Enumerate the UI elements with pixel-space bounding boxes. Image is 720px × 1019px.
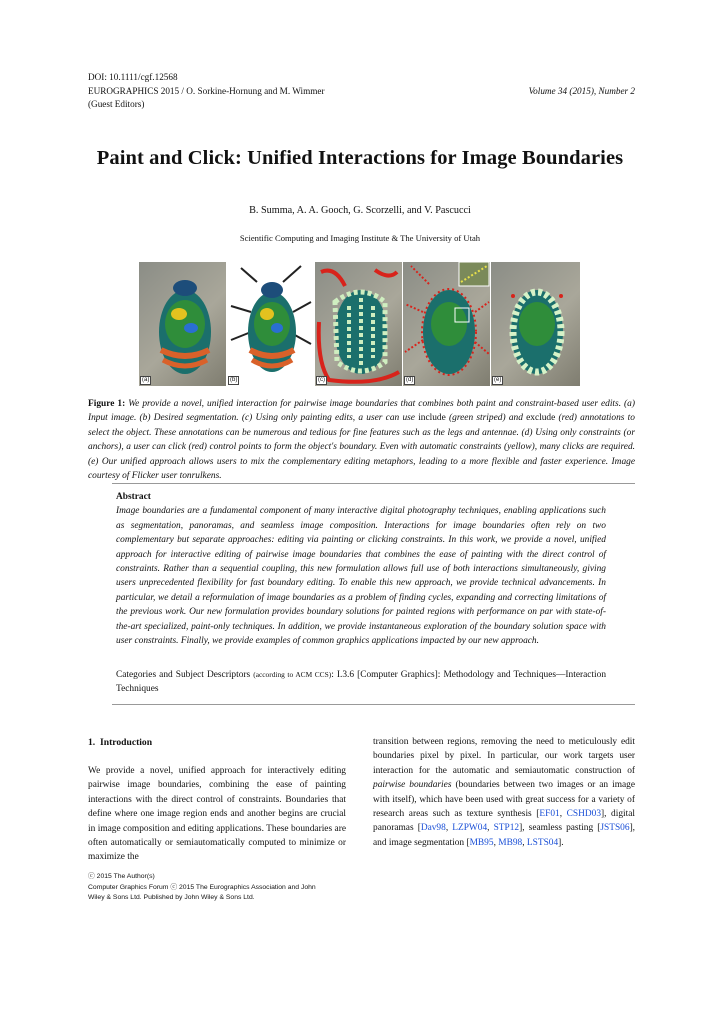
abstract-body: Image boundaries are a fundamental component of many interactive digital photography techniques, enabling applications such as segmentation, panoramas, and seamless image composition. Interactions for image boundaries often rely on two complementary but separate approaches: editing via painting or clicking constraints. In this work, we provide a novel, unified approach for interactive editing of pairwise image boundaries that combines the ease of painting with the direct control of constraints. Rather than a sequential coupling, this new formulation allows full use of both interactions simultaneously, giving users unprecedented flexibility for fast boundary editing. To enable this new approach, we provide technical advancements. In particular, we detail a reformulation of image boundaries as a problem of finding cycles, expanding and correcting limitations of the previous work. Our new formulation provides boundary solutions for painted regions with performance on par with state-of-the-art specialized, paint-only techniques. In addition, we provide instantaneous exploration of the boundary solution space with user constraints. Finally, we provide examples of common graphics applications impacted by our new approach. bbox=[116, 506, 606, 647]
volume-info: Volume 34 (2015), Number 2 bbox=[528, 86, 635, 96]
panel-label: (d) bbox=[406, 377, 414, 383]
right-column-text: transition between regions, removing the need to meticulously edit boundaries pixel by pixel. In particular, our work targets user interaction for the automatic and semiautomatic construction of pairwise boundaries (boundaries between two images or an image with itself), which have been used with great success for a variety of research areas such as texture synthesis [EF01, CSHD03], digital panoramas [Dav98, LZPW04, STP12], seamless pasting [JSTS06], and image segmentation [MB95, MB98, LSTS04]. bbox=[373, 737, 636, 848]
citation-link[interactable]: LSTS04 bbox=[526, 837, 559, 848]
caption-exclude: exclude bbox=[526, 413, 556, 424]
bug-paint-edits-c bbox=[315, 262, 402, 386]
citation-link[interactable]: CSHD03 bbox=[566, 809, 602, 820]
divider-bottom bbox=[112, 704, 635, 705]
divider-top bbox=[112, 483, 635, 484]
guest-editors: (Guest Editors) bbox=[88, 99, 145, 109]
citation-link[interactable]: Dav98 bbox=[420, 823, 446, 834]
categories-text: : I.3.6 [Computer Graphics]: Methodology and Techniques—Interaction Techniques bbox=[116, 670, 607, 695]
venue-line: EUROGRAPHICS 2015 / O. Sorkine-Hornung and M. Wimmer bbox=[88, 86, 325, 96]
caption-text: (green striped) and bbox=[445, 413, 527, 424]
copyright-line: Computer Graphics Forum ⓒ 2015 The Eurographics Association and John bbox=[88, 883, 316, 891]
bug-click-constraints-d bbox=[403, 262, 490, 386]
affiliation: Scientific Computing and Imaging Institute & The University of Utah bbox=[239, 233, 481, 243]
citation-link[interactable]: LZPW04 bbox=[452, 823, 488, 834]
citation-link[interactable]: EF01 bbox=[539, 809, 560, 820]
categories-lead: Categories and Subject Descriptors bbox=[116, 670, 254, 680]
emphasis: pairwise boundaries bbox=[373, 780, 452, 791]
citation-link[interactable]: JSTS06 bbox=[600, 823, 630, 834]
panel-a bbox=[139, 262, 226, 386]
teaser-figure bbox=[139, 262, 580, 386]
abstract bbox=[116, 490, 606, 648]
copyright-line: ⓒ 2015 The Author(s) bbox=[88, 873, 155, 880]
section-title: Introduction bbox=[100, 737, 153, 748]
left-column-text: We provide a novel, unified approach for interactively editing pairwise image boundaries, combining the ease of painting interactions with the direct control of constraints. Boundaries that define where one image region ends and another begins are crucial in image composition and editing applications. These boundaries are often automatically or semiautomatically computed to minimize or maximize the bbox=[88, 766, 346, 863]
caption-text: We provide a novel, unified interaction for pairwise image boundaries that combines both paint and constraint-based user edits. (a) Input image. (b) Desired segmentation. (c) Using only painting edits, a user can use bbox=[88, 399, 635, 424]
section-number: 1. bbox=[88, 737, 96, 748]
caption-include: include bbox=[418, 413, 446, 424]
section-heading bbox=[88, 737, 152, 748]
caption-text: (red) annotations to select the object. These annotations can be numerous and tedious for fine features such as the legs and antennae. (d) Using only constraints (or anchors), a user can click (red) control points to form the object's boundary. Even with automatic constraints (yellow), many clicks are required. (e) Our unified approach allows users to mix the complementary editing metaphors, leading to a more flexible and faster experience. Image courtesy of Flicker user tonrulkens. bbox=[88, 413, 635, 482]
caption-label: Figure 1: bbox=[88, 399, 126, 409]
panel-d bbox=[403, 262, 490, 386]
panel-label: (b) bbox=[230, 377, 238, 383]
panel-e bbox=[491, 262, 580, 386]
authors: B. Summa, A. A. Gooch, G. Scorzelli, and V. Pascucci bbox=[249, 205, 471, 216]
panel-b bbox=[227, 262, 314, 386]
doi: DOI: 10.1111/cgf.12568 bbox=[88, 72, 178, 82]
panel-label: (c) bbox=[318, 377, 325, 383]
figure-caption bbox=[88, 397, 635, 483]
copyright-line: Wiley & Sons Ltd. Published by John Wiley & Sons Ltd. bbox=[88, 894, 255, 902]
bug-unified-e bbox=[491, 262, 580, 386]
copyright-footer bbox=[88, 872, 316, 904]
categories bbox=[116, 668, 606, 697]
panel-label: (e) bbox=[494, 377, 502, 383]
categories-ccs: (according to ACM CCS) bbox=[253, 670, 332, 679]
bug-photo-a bbox=[139, 262, 226, 386]
bug-cutout-b bbox=[227, 262, 314, 386]
panel-c bbox=[315, 262, 402, 386]
abstract-heading: Abstract bbox=[116, 492, 151, 502]
paper-title: Paint and Click: Unified Interactions for Image Boundaries bbox=[96, 147, 624, 169]
citation-link[interactable]: MB95 bbox=[469, 837, 494, 848]
citation-link[interactable]: STP12 bbox=[493, 823, 520, 834]
citation-link[interactable]: MB98 bbox=[498, 837, 523, 848]
panel-label: (a) bbox=[142, 377, 150, 383]
